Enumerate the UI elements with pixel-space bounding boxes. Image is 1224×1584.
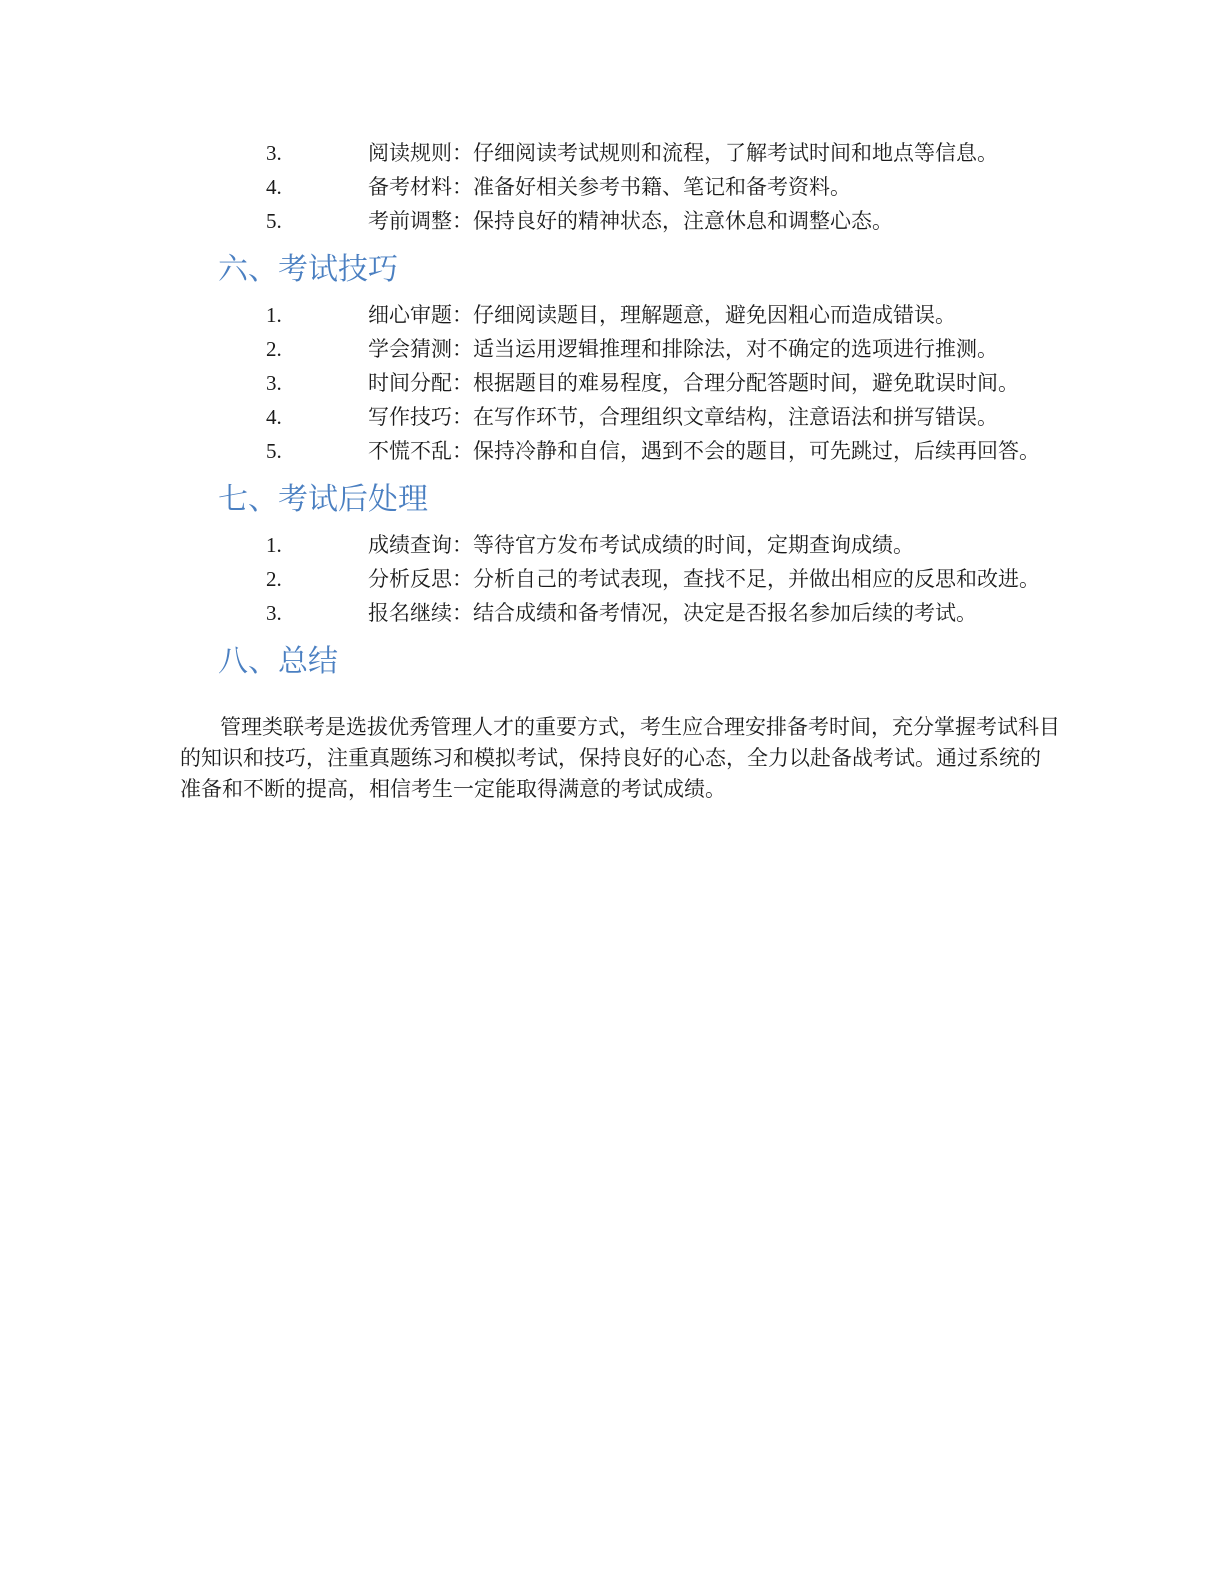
document-content xyxy=(180,136,1060,805)
list-number: 3. xyxy=(266,601,282,625)
list-number: 3. xyxy=(266,141,282,165)
list-item xyxy=(226,170,1060,204)
list-item xyxy=(226,332,1060,366)
list-item xyxy=(226,562,1060,596)
list-text: 考前调整：保持良好的精神状态，注意休息和调整心态。 xyxy=(368,209,893,233)
list-text: 成绩查询：等待官方发布考试成绩的时间，定期查询成绩。 xyxy=(368,533,914,557)
list-text: 报名继续：结合成绩和备考情况，决定是否报名参加后续的考试。 xyxy=(368,601,977,625)
section-heading-summary: 八、总结 xyxy=(218,644,338,679)
list-text: 写作技巧：在写作环节，合理组织文章结构，注意语法和拼写错误。 xyxy=(368,405,998,429)
list-text: 分析反思：分析自己的考试表现，查找不足，并做出相应的反思和改进。 xyxy=(368,567,1040,591)
list-item xyxy=(226,298,1060,332)
list-text: 学会猜测：适当运用逻辑推理和排除法，对不确定的选项进行推测。 xyxy=(368,337,998,361)
list-item xyxy=(226,434,1060,468)
list-text: 时间分配：根据题目的难易程度，合理分配答题时间，避免耽误时间。 xyxy=(368,371,1019,395)
list-item xyxy=(226,136,1060,170)
list-text: 细心审题：仔细阅读题目，理解题意，避免因粗心而造成错误。 xyxy=(368,303,956,327)
list-text: 备考材料：准备好相关参考书籍、笔记和备考资料。 xyxy=(368,175,851,199)
list-number: 2. xyxy=(266,337,282,361)
list-item xyxy=(226,596,1060,630)
section-heading-exam-skills: 六、考试技巧 xyxy=(218,252,398,287)
list-number: 3. xyxy=(266,371,282,395)
list-number: 1. xyxy=(266,303,282,327)
list-number: 1. xyxy=(266,533,282,557)
summary-paragraph: 管理类联考是选拔优秀管理人才的重要方式，考生应合理安排备考时间，充分掌握考试科目的知识和技巧，注重真题练习和模拟考试，保持良好的心态，全力以赴备战考试。通过系统的准备和不断的提高，相信考生一定能取得满意的考试成绩。 xyxy=(180,715,1060,801)
list-item xyxy=(226,400,1060,434)
list-text: 阅读规则：仔细阅读考试规则和流程，了解考试时间和地点等信息。 xyxy=(368,141,998,165)
list-text: 不慌不乱：保持冷静和自信，遇到不会的题目，可先跳过，后续再回答。 xyxy=(368,439,1040,463)
section-heading-after-exam: 七、考试后处理 xyxy=(218,482,428,517)
list-number: 4. xyxy=(266,175,282,199)
list-number: 5. xyxy=(266,439,282,463)
list-item xyxy=(226,204,1060,238)
list-number: 4. xyxy=(266,405,282,429)
list-number: 2. xyxy=(266,567,282,591)
list-item xyxy=(226,366,1060,400)
list-item xyxy=(226,528,1060,562)
list-number: 5. xyxy=(266,209,282,233)
